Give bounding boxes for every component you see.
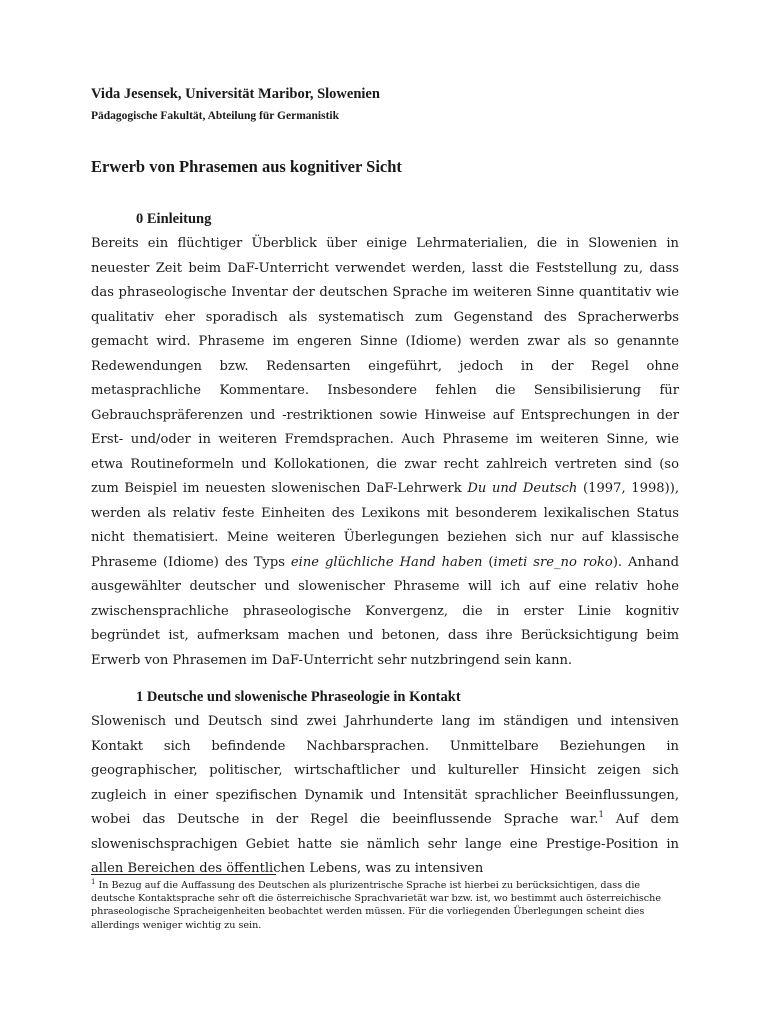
text-run: Auf dem slowenischsprachigen Gebiet hatte sie nämlich sehr lange eine Prestige-Position in allen Bereichen des öffentlichen Lebens, was zu intensiven xyxy=(91,812,679,876)
faculty-line: Pädagogische Fakultät, Abteilung für Germanistik xyxy=(91,110,340,122)
italic-title: Du und Deutsch xyxy=(467,481,578,496)
section-heading-contact: 1 Deutsche und slowenische Phraseologie in Kontakt xyxy=(136,689,461,705)
footnote-mark: 1 xyxy=(91,878,96,886)
footnote-reference[interactable]: 1 xyxy=(598,810,604,820)
footnote-divider xyxy=(91,874,276,875)
paragraph-contact xyxy=(91,710,679,882)
paper-title: Erwerb von Phrasemen aus kognitiver Sicht xyxy=(91,157,402,176)
footnote-text: In Bezug auf die Auffassung des Deutschen als plurizentrische Sprache ist hierbei zu berücksichtigen, dass die deutsche Kontaktsprache sehr oft die österreichische Sprachvarietät war bzw. ist, wo bestimmt auch österreichische phraseologische Spracheigenheiten beobachtet werden müssen. Für die vorliegenden Überlegungen scheint dies allerdings weniger wichtig zu sein. xyxy=(91,880,661,931)
italic-idiom-slovenian: imeti sre_no roko xyxy=(493,554,613,570)
italic-idiom-german: eine glüchliche Hand haben xyxy=(290,554,483,570)
section-heading-introduction: 0 Einleitung xyxy=(136,211,212,227)
author-line: Vida Jesensek, Universität Maribor, Slowenien xyxy=(91,86,380,102)
text-run: Slowenisch und Deutsch sind zwei Jahrhunderte lang im ständigen und intensiven Kontakt sich befindende Nachbarsprachen. Unmittelbare Beziehungen in geographischer, politischer, wirtschaftlicher und kultureller Hinsicht zeigen sich zugleich in einer spezifischen Dynamik und Intensität sprachlicher Beeinflussungen, wobei das Deutsche in der Regel die beeinflussende Sprache war. xyxy=(91,714,679,827)
text-run: ( xyxy=(482,554,494,570)
text-run: ). Anhand ausgewählter deutscher und slowenischer Phraseme will ich auf eine relativ hohe zwischensprachliche phraseologische Konvergenz, die in erster Linie kognitiv begründet ist, aufmerksam machen und betonen, dass ihre Berücksichtigung beim Erwerb von Phrasemen im DaF-Unterricht sehr nutzbringend sein kann. xyxy=(91,554,679,668)
footnote xyxy=(91,879,681,932)
paragraph-introduction xyxy=(91,232,679,673)
text-run: Bereits ein flüchtiger Überblick über einige Lehrmaterialien, die in Slowenien in neuester Zeit beim DaF-Unterricht verwendet werden, lasst die Feststellung zu, dass das phraseologische Inventar der deutschen Sprache im weiteren Sinne quantitativ wie qualitativ eher sporadisch als systematisch zum Gegenstand des Spracherwerbs gemacht wird. Phraseme im engeren Sinne (Idiome) werden zwar als so genannte Redewendungen bzw. Redensarten eingeführt, jedoch in der Regel ohne metasprachliche Kommentare. Insbesondere fehlen die Sensibilisierung für Gebrauchspräferenzen und -restriktionen sowie Hinweise auf Entsprechungen in der Erst- und/oder in weiteren Fremdsprachen. Auch Phraseme im weiteren Sinne, wie etwa Routineformeln und Kollokationen, die zwar recht zahlreich vertreten sind (so zum Beispiel im neuesten slowenischen DaF-Lehrwerk xyxy=(91,236,679,496)
text-run: (1997, 1998)), werden als relativ feste Einheiten des Lexikons mit besonderem lexikalischen Status nicht thematisiert. Meine weiteren Überlegungen beziehen sich nur auf klassische Phraseme (Idiome) des Typs xyxy=(91,481,679,570)
